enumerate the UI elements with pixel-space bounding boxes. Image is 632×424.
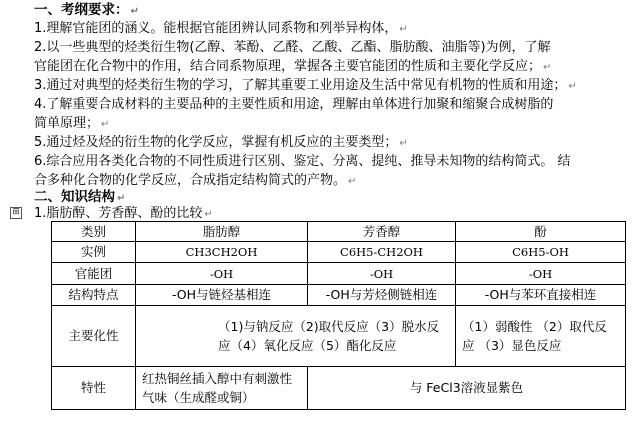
paragraph-mark-icon: ↵ [543,62,552,73]
table-cell: -OH [136,263,308,285]
requirement-line-4: 3.通过对典型的烃类衍生物的学习，了解其重要工业用途及生活中常见有机物的性质和用途； ↵ [34,78,577,93]
table-cell: -OH [308,263,456,285]
paragraph-mark-icon: ↵ [568,81,577,92]
table-cell: C6H5-OH [456,242,626,263]
table-row [52,306,626,367]
requirement-line-3: 官能团在化合物中的作用，结合同系物原理，掌握各主要官能团的性质和主要化学反应； ↵ [34,59,552,74]
table-move-handle-icon[interactable]: ⊞ [10,207,22,219]
table-cell: （1)与钠反应（2)取代反应（3）脱水反应（4）氧化反应（5）酯化反应 [136,306,456,367]
row-label: 官能团 [52,263,136,285]
requirement-line-1: 1.理解官能团的涵义。能根据官能团辨认同系物和列举异构体， ↵ [34,21,408,36]
table-row [52,263,626,285]
requirement-line-2: 2.以一些典型的烃类衍生物(乙醇、苯酚、乙醛、乙酸、乙酯、脂肪酸、油脂等)为例，了解 [34,40,551,55]
table-row [52,242,626,263]
section2-heading: 二、知识结构 ↵ [34,189,126,205]
table-cell: -OH [456,263,626,285]
paragraph-mark-icon: ↵ [399,24,408,35]
table-cell: C6H5-CH2OH [308,242,456,263]
requirement-line-9: 合多种化合物的化学反应，合成指定结构简式的产物。 ↵ [34,173,357,188]
paragraph-mark-icon: ↵ [399,138,408,149]
table-row [52,285,626,306]
requirement-line-7: 5.通过烃及烃的衍生物的化学反应，掌握有机反应的主要类型； ↵ [34,135,408,150]
row-label: 结构特点 [52,285,136,306]
table-row [52,222,626,242]
paragraph-mark-icon: ↵ [130,6,139,17]
requirement-line-8: 6.综合应用各类化合物的不同性质进行区别、鉴定、分离、提纯、推导未知物的结构简式。 结 [34,154,571,169]
table-cell: -OH与链烃基相连 [136,285,308,306]
paragraph-mark-icon: ↵ [101,119,110,130]
table-cell: （1）弱酸性 （2）取代反应 （3）显色反应 [456,306,626,367]
table-cell: -OH与芳烃侧链相连 [308,285,456,306]
header-cell: 芳香醇 [308,222,456,242]
requirement-line-6: 简单原理； ↵ [34,116,110,131]
header-cell: 类别 [52,222,136,242]
comparison-table [51,221,626,410]
table-cell: CH3CH2OH [136,242,308,263]
requirement-line-5: 4.了解重要合成材料的主要品种的主要性质和用途，理解由单体进行加聚和缩聚合成树脂的 [34,97,554,112]
paragraph-mark-icon: ↵ [348,176,357,187]
row-label: 主要化性 [52,306,136,367]
paragraph-mark-icon: ↵ [117,193,126,204]
table-row [52,367,626,410]
table-caption: 1.脂肪醇、芳香醇、酚的比较 ↵ [34,206,213,221]
table-cell: 红热铜丝插入醇中有刺激性气味（生成醛或铜） [136,367,308,410]
header-cell: 酚 [456,222,626,242]
row-label: 特性 [52,367,136,410]
header-cell: 脂肪醇 [136,222,308,242]
section1-heading: 一、考纲要求： ↵ [34,2,139,18]
table-cell: 与 FeCl3溶液显紫色 [308,367,626,410]
paragraph-mark-icon: ↵ [204,209,213,220]
table-cell: -OH与苯环直接相连 [456,285,626,306]
row-label: 实例 [52,242,136,263]
